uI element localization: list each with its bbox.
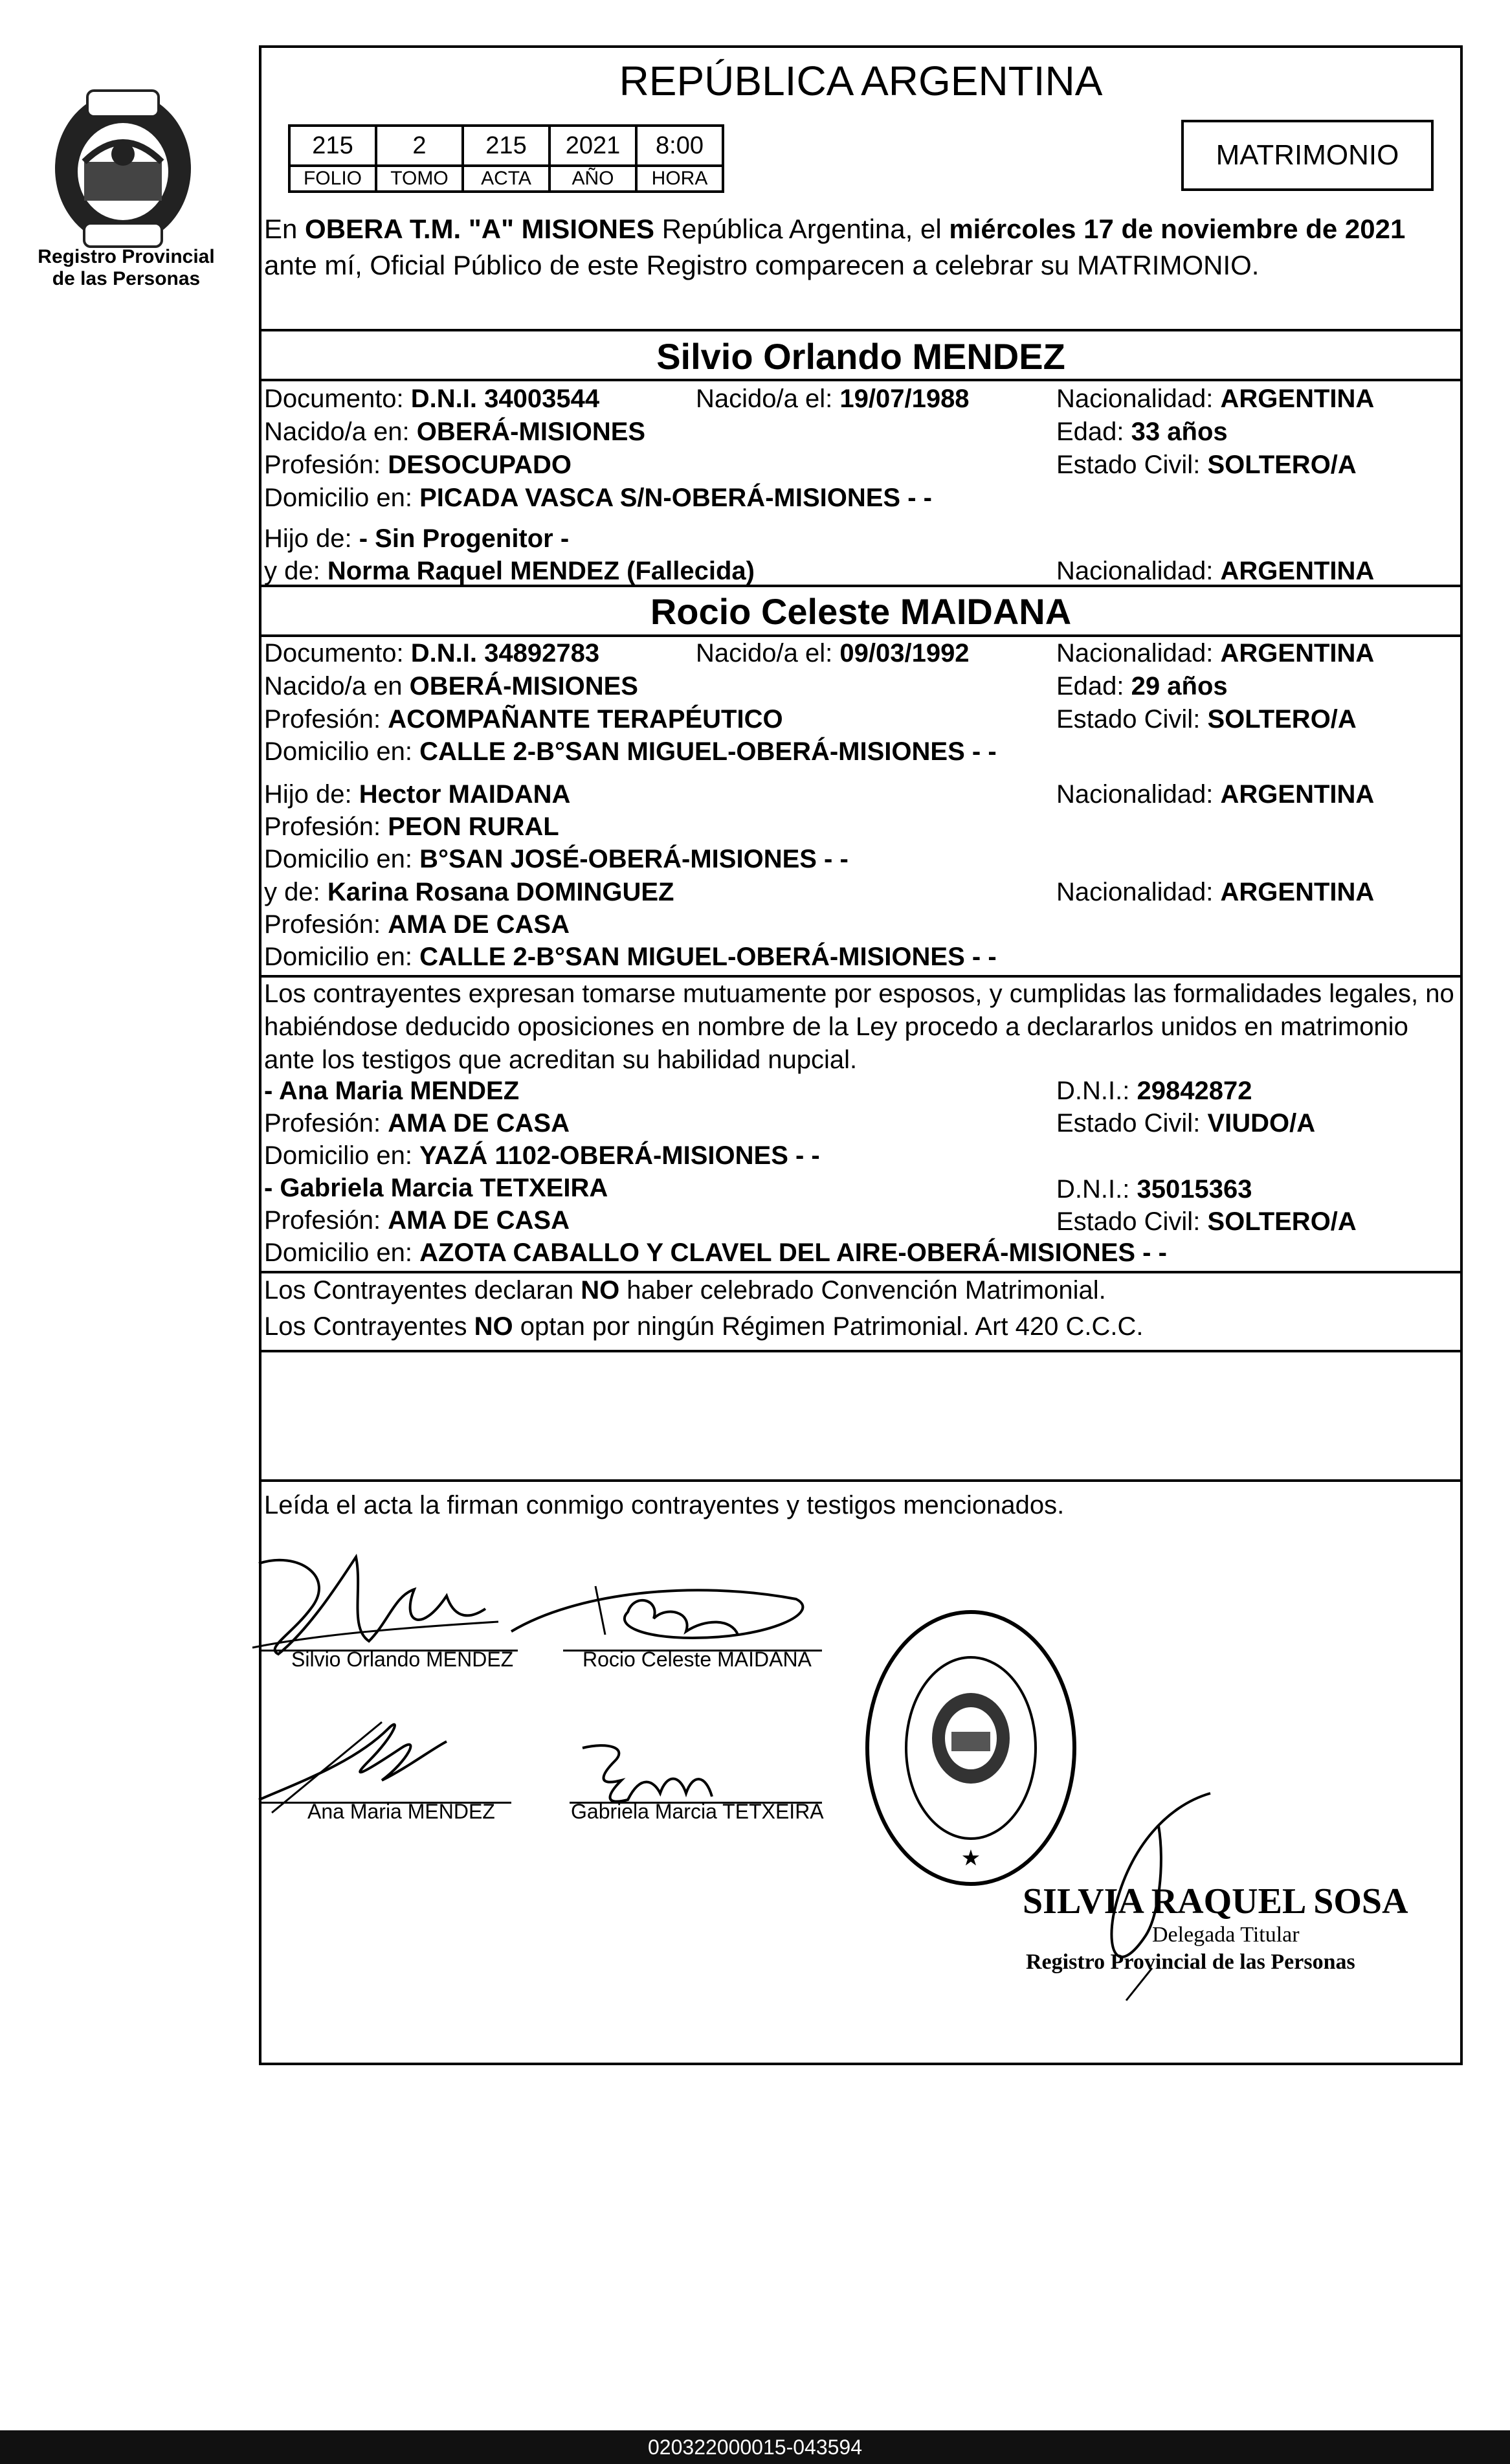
witness2-name: - Gabriela Marcia TETXEIRA [264,1174,608,1202]
label: Domicilio en: [264,943,412,971]
label: Estado Civil: [1056,705,1201,734]
signature-label-ana: Ana Maria MENDEZ [307,1800,495,1823]
spouse1-profesion [264,449,572,481]
value: Karina Rosana DOMINGUEZ [327,878,674,906]
logo-caption-line2: de las Personas [52,268,201,289]
label: Nacionalidad: [1056,385,1214,413]
label: D.N.I.: [1056,1175,1130,1204]
value: 35015363 [1137,1175,1252,1204]
value: ACOMPAÑANTE TERAPÉUTICO [388,705,783,734]
spouse2-madre-nacionalidad [1056,876,1374,908]
label: Nacionalidad: [1056,878,1214,906]
value: ARGENTINA [1220,878,1375,906]
witness2-profesion [264,1204,570,1237]
folio-table [288,124,724,193]
intro-text: En [264,214,305,244]
footer-code: 020322000015-043594 [648,2436,862,2459]
spouse2-name: Rocio Celeste MAIDANA [650,591,1072,632]
tomo-value: 2 [376,126,463,166]
spouse1-estado-civil [1056,449,1357,481]
value: AMA DE CASA [388,910,570,939]
value: AMA DE CASA [388,1206,570,1235]
spouse2-nacido-el [696,637,970,669]
label: Hijo de: [264,524,352,553]
convention-line1 [264,1274,1106,1306]
value: SOLTERO/A [1207,451,1357,479]
spouse1-hijo-de [264,522,569,555]
witness1-profesion [264,1107,570,1139]
value: 09/03/1992 [839,639,970,667]
value: AMA DE CASA [388,1109,570,1137]
text-bold: NO [581,1276,620,1305]
spouse1-domicilio [264,482,932,514]
value: YAZÁ 1102-OBERÁ-MISIONES - - [419,1141,820,1170]
official-stamp [854,1599,1087,1897]
witness1-estado-civil [1056,1107,1315,1139]
value: ARGENTINA [1220,385,1375,413]
label: Profesión: [264,705,381,734]
label: Estado Civil: [1056,451,1201,479]
witness1-dni [1056,1075,1252,1107]
spouse2-profesion [264,703,783,735]
value: Hector MAIDANA [359,780,571,809]
value: 29 años [1131,672,1228,700]
acta-label: ACTA [463,166,550,192]
label: Estado Civil: [1056,1109,1201,1137]
intro-text: República Argentina, el [654,214,949,244]
divider [259,1350,1463,1352]
anio-label: AÑO [550,166,636,192]
hora-value: 8:00 [636,126,723,166]
label: Nacido/a en: [264,418,410,446]
intro-text: ante mí, Oficial Público de este Registro comparecen a celebrar su MATRIMONIO. [264,250,1260,280]
value: ARGENTINA [1220,780,1375,809]
folio-label: FOLIO [289,166,376,192]
label: Edad: [1056,672,1124,700]
value: 19/07/1988 [839,385,970,413]
spouse2-edad [1056,670,1228,702]
spouse2-hijo-de [264,778,570,811]
logo-caption-line1: Registro Provincial [38,246,215,267]
label: Profesión: [264,812,381,841]
text: haber celebrado Convención Matrimonial. [619,1276,1106,1305]
logo-caption [19,246,233,290]
intro-date: miércoles 17 de noviembre de 2021 [949,214,1406,244]
value: - Sin Progenitor - [359,524,570,553]
text: Los Contrayentes declaran [264,1276,581,1305]
intro-paragraph [264,211,1461,284]
signature-label-gabriela: Gabriela Marcia TETXEIRA [571,1800,824,1823]
witness2-estado-civil [1056,1205,1357,1238]
spouse2-padre-profesion [264,811,559,843]
value: PEON RURAL [388,812,559,841]
spouse2-madre-domicilio [264,941,997,973]
value: VIUDO/A [1207,1109,1316,1137]
value: 33 años [1131,418,1228,446]
label: Nacido/a el: [696,385,833,413]
spouse1-nacido-el [696,383,970,415]
value: OBERÁ-MISIONES [409,672,638,700]
label: y de: [264,878,320,906]
label: Domicilio en: [264,737,412,766]
value: CALLE 2-B°SAN MIGUEL-OBERÁ-MISIONES - - [419,943,997,971]
spouse2-domicilio [264,735,997,768]
label: Hijo de: [264,780,352,809]
intro-place: OBERA T.M. "A" MISIONES [305,214,655,244]
closing-text: Leída el acta la firman conmigo contrayentes y testigos mencionados. [264,1491,1065,1519]
folio-value: 215 [289,126,376,166]
spouse1-nacionalidad [1056,383,1374,415]
official-name: SILVIA RAQUEL SOSA [1023,1881,1408,1921]
label: Profesión: [264,1109,381,1137]
spouse1-documento [264,383,599,415]
label: Profesión: [264,451,381,479]
label: Domicilio en: [264,845,412,873]
spouse2-madre-profesion [264,908,570,941]
witness2-dni [1056,1173,1252,1205]
text: optan por ningún Régimen Patrimonial. Art 420 C.C.C. [513,1312,1144,1341]
spouse2-nacido-en [264,670,638,702]
value: AZOTA CABALLO Y CLAVEL DEL AIRE-OBERÁ-MISIONES - - [419,1238,1167,1267]
value: CALLE 2-B°SAN MIGUEL-OBERÁ-MISIONES - - [419,737,997,766]
value: Norma Raquel MENDEZ (Fallecida) [327,557,755,585]
spouse2-nacionalidad [1056,637,1374,669]
value: D.N.I. 34003544 [410,385,600,413]
spouse1-y-de [264,555,755,587]
witness2-domicilio [264,1237,1167,1269]
label: Domicilio en: [264,1238,412,1267]
divider [259,329,1463,331]
text-bold: NO [474,1312,513,1341]
signature-label-silvio: Silvio Orlando MENDEZ [291,1648,514,1671]
label: D.N.I.: [1056,1077,1130,1105]
value: SOLTERO/A [1207,705,1357,734]
signature-rocio [498,1573,822,1657]
witness1-name: - Ana Maria MENDEZ [264,1077,520,1105]
svg-text:★: ★ [962,1848,980,1869]
value: OBERÁ-MISIONES [416,418,646,446]
spouse1-edad [1056,416,1228,448]
document-type-box: MATRIMONIO [1181,120,1434,191]
convention-line2 [264,1310,1144,1343]
spouse2-padre-domicilio [264,843,849,875]
official-office: Registro Provincial de las Personas [1026,1950,1355,1974]
spouse2-padre-nacionalidad [1056,778,1374,811]
declaration-text: Los contrayentes expresan tomarse mutuamente por esposos, y cumplidas las formalidades legales, no habiéndose deducido oposiciones en nombre de la Ley procedo a declararlos unidos en matrimonio ante los testigos que acreditan su habilidad nupcial. [264,980,1454,1074]
spouse1-nacido-en [264,416,645,448]
label: Nacido/a en [264,672,403,700]
anio-value: 2021 [550,126,636,166]
page-title: REPÚBLICA ARGENTINA [619,58,1103,104]
value: B°SAN JOSÉ-OBERÁ-MISIONES - - [419,845,849,873]
value: SOLTERO/A [1207,1207,1357,1236]
label: Estado Civil: [1056,1207,1201,1236]
label: Nacionalidad: [1056,557,1214,585]
value: PICADA VASCA S/N-OBERÁ-MISIONES - - [419,484,932,512]
spouse2-documento [264,637,599,669]
label: Nacionalidad: [1056,639,1214,667]
value: DESOCUPADO [388,451,572,479]
label: Profesión: [264,1206,381,1235]
value: D.N.I. 34892783 [410,639,600,667]
divider [259,1271,1463,1273]
spouse2-y-de [264,876,674,908]
spouse2-estado-civil [1056,703,1357,735]
hora-label: HORA [636,166,723,192]
value: 29842872 [1137,1077,1252,1105]
label: Documento: [264,639,404,667]
tomo-label: TOMO [376,166,463,192]
value: ARGENTINA [1220,639,1375,667]
label: Nacido/a el: [696,639,833,667]
label: Edad: [1056,418,1124,446]
signature-label-rocio: Rocio Celeste MAIDANA [583,1648,812,1671]
emblem-icon [39,78,207,252]
value: ARGENTINA [1220,557,1375,585]
label: Documento: [264,385,404,413]
spouse1-madre-nacionalidad [1056,555,1374,587]
label: Nacionalidad: [1056,780,1214,809]
divider [259,1479,1463,1482]
label: y de: [264,557,320,585]
label: Domicilio en: [264,1141,412,1170]
witness1-domicilio [264,1139,820,1172]
acta-value: 215 [463,126,550,166]
text: Los Contrayentes [264,1312,474,1341]
label: Domicilio en: [264,484,412,512]
official-title: Delegada Titular [1152,1923,1300,1947]
spouse1-name: Silvio Orlando MENDEZ [656,336,1065,377]
label: Profesión: [264,910,381,939]
